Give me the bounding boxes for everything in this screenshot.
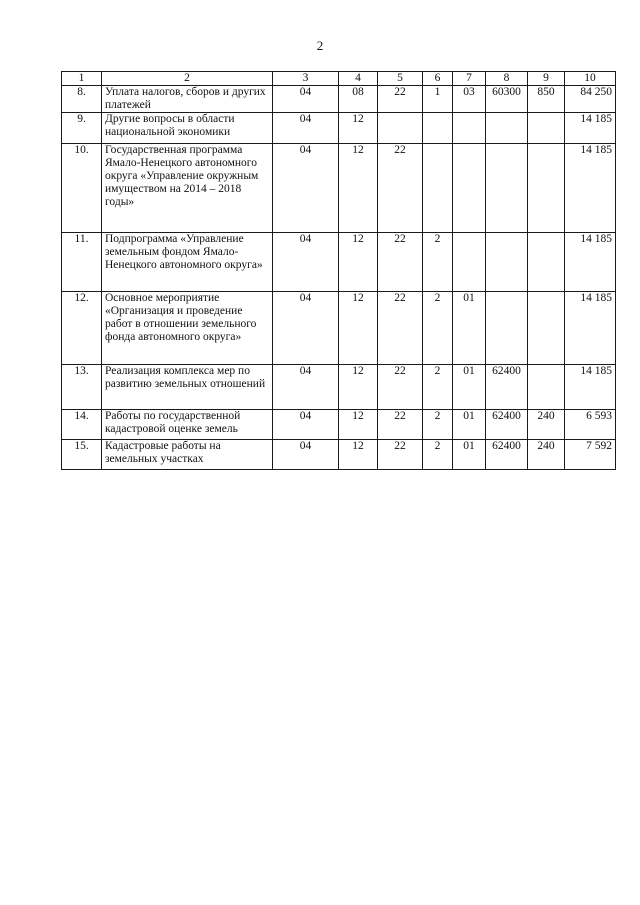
cell-subprogram-code bbox=[423, 113, 453, 144]
cell-expense-type bbox=[528, 233, 565, 292]
cell-amount: 14 185 bbox=[565, 113, 616, 144]
page-number: 2 bbox=[316, 38, 324, 53]
cell-program-code: 22 bbox=[378, 292, 423, 365]
cell-direction-code: 62400 bbox=[486, 410, 528, 440]
row-number: 13. bbox=[62, 365, 102, 410]
table-row bbox=[62, 86, 616, 113]
cell-subprogram-code: 1 bbox=[423, 86, 453, 113]
cell-amount: 84 250 bbox=[565, 86, 616, 113]
row-name: Уплата налогов, сборов и других платежей bbox=[102, 86, 273, 113]
table-row bbox=[62, 292, 616, 365]
row-number: 15. bbox=[62, 440, 102, 470]
cell-program-code bbox=[378, 113, 423, 144]
cell-direction-code: 62400 bbox=[486, 440, 528, 470]
cell-expense-type: 850 bbox=[528, 86, 565, 113]
cell-amount: 14 185 bbox=[565, 233, 616, 292]
column-header: 6 bbox=[423, 72, 453, 86]
cell-expense-type bbox=[528, 113, 565, 144]
cell-measure-code bbox=[453, 144, 486, 233]
cell-expense-type bbox=[528, 292, 565, 365]
cell-ministry-code: 04 bbox=[273, 292, 339, 365]
cell-measure-code: 01 bbox=[453, 292, 486, 365]
cell-program-code: 22 bbox=[378, 410, 423, 440]
row-name: Работы по государственной кадастровой оценке земель bbox=[102, 410, 273, 440]
cell-ministry-code: 04 bbox=[273, 410, 339, 440]
column-header: 5 bbox=[378, 72, 423, 86]
cell-measure-code: 03 bbox=[453, 86, 486, 113]
budget-table bbox=[61, 71, 616, 470]
cell-program-code: 22 bbox=[378, 440, 423, 470]
table-row bbox=[62, 144, 616, 233]
cell-direction-code bbox=[486, 233, 528, 292]
cell-ministry-code: 04 bbox=[273, 365, 339, 410]
cell-measure-code bbox=[453, 113, 486, 144]
column-header: 1 bbox=[62, 72, 102, 86]
cell-section-code: 12 bbox=[339, 410, 378, 440]
cell-expense-type bbox=[528, 365, 565, 410]
cell-subprogram-code: 2 bbox=[423, 292, 453, 365]
table-row bbox=[62, 113, 616, 144]
cell-amount: 14 185 bbox=[565, 292, 616, 365]
cell-direction-code: 60300 bbox=[486, 86, 528, 113]
cell-subprogram-code: 2 bbox=[423, 440, 453, 470]
cell-measure-code bbox=[453, 233, 486, 292]
row-name: Основное мероприятие «Организация и проведение работ в отношении земельного фонда автономного округа» bbox=[102, 292, 273, 365]
cell-direction-code bbox=[486, 292, 528, 365]
cell-section-code: 08 bbox=[339, 86, 378, 113]
cell-section-code: 12 bbox=[339, 365, 378, 410]
cell-expense-type: 240 bbox=[528, 440, 565, 470]
table-row bbox=[62, 440, 616, 470]
row-name: Другие вопросы в области национальной экономики bbox=[102, 113, 273, 144]
cell-section-code: 12 bbox=[339, 440, 378, 470]
cell-amount: 14 185 bbox=[565, 365, 616, 410]
cell-program-code: 22 bbox=[378, 365, 423, 410]
row-name: Реализация комплекса мер по развитию земельных отношений bbox=[102, 365, 273, 410]
row-number: 10. bbox=[62, 144, 102, 233]
cell-ministry-code: 04 bbox=[273, 233, 339, 292]
cell-ministry-code: 04 bbox=[273, 113, 339, 144]
cell-ministry-code: 04 bbox=[273, 440, 339, 470]
column-header: 2 bbox=[102, 72, 273, 86]
column-header: 7 bbox=[453, 72, 486, 86]
column-header: 8 bbox=[486, 72, 528, 86]
row-number: 8. bbox=[62, 86, 102, 113]
column-header: 3 bbox=[273, 72, 339, 86]
cell-section-code: 12 bbox=[339, 292, 378, 365]
table-row bbox=[62, 410, 616, 440]
cell-measure-code: 01 bbox=[453, 365, 486, 410]
row-number: 14. bbox=[62, 410, 102, 440]
cell-expense-type bbox=[528, 144, 565, 233]
row-number: 9. bbox=[62, 113, 102, 144]
cell-subprogram-code bbox=[423, 144, 453, 233]
row-name: Кадастровые работы на земельных участках bbox=[102, 440, 273, 470]
cell-program-code: 22 bbox=[378, 233, 423, 292]
cell-section-code: 12 bbox=[339, 113, 378, 144]
cell-ministry-code: 04 bbox=[273, 144, 339, 233]
cell-program-code: 22 bbox=[378, 86, 423, 113]
cell-subprogram-code: 2 bbox=[423, 233, 453, 292]
cell-subprogram-code: 2 bbox=[423, 365, 453, 410]
cell-amount: 14 185 bbox=[565, 144, 616, 233]
cell-amount: 6 593 bbox=[565, 410, 616, 440]
row-number: 12. bbox=[62, 292, 102, 365]
cell-direction-code bbox=[486, 144, 528, 233]
row-name: Подпрограмма «Управление земельным фондом Ямало-Ненецкого автономного округа» bbox=[102, 233, 273, 292]
table-row bbox=[62, 365, 616, 410]
cell-expense-type: 240 bbox=[528, 410, 565, 440]
column-header: 10 bbox=[565, 72, 616, 86]
row-name: Государственная программа Ямало-Ненецкого автономного округа «Управление окружным имуществом на 2014 – 2018 годы» bbox=[102, 144, 273, 233]
column-header: 4 bbox=[339, 72, 378, 86]
cell-program-code: 22 bbox=[378, 144, 423, 233]
cell-measure-code: 01 bbox=[453, 440, 486, 470]
cell-direction-code: 62400 bbox=[486, 365, 528, 410]
cell-amount: 7 592 bbox=[565, 440, 616, 470]
column-header: 9 bbox=[528, 72, 565, 86]
row-number: 11. bbox=[62, 233, 102, 292]
table-row bbox=[62, 233, 616, 292]
cell-subprogram-code: 2 bbox=[423, 410, 453, 440]
cell-section-code: 12 bbox=[339, 233, 378, 292]
cell-ministry-code: 04 bbox=[273, 86, 339, 113]
cell-direction-code bbox=[486, 113, 528, 144]
table-header-row bbox=[62, 72, 616, 86]
cell-measure-code: 01 bbox=[453, 410, 486, 440]
cell-section-code: 12 bbox=[339, 144, 378, 233]
